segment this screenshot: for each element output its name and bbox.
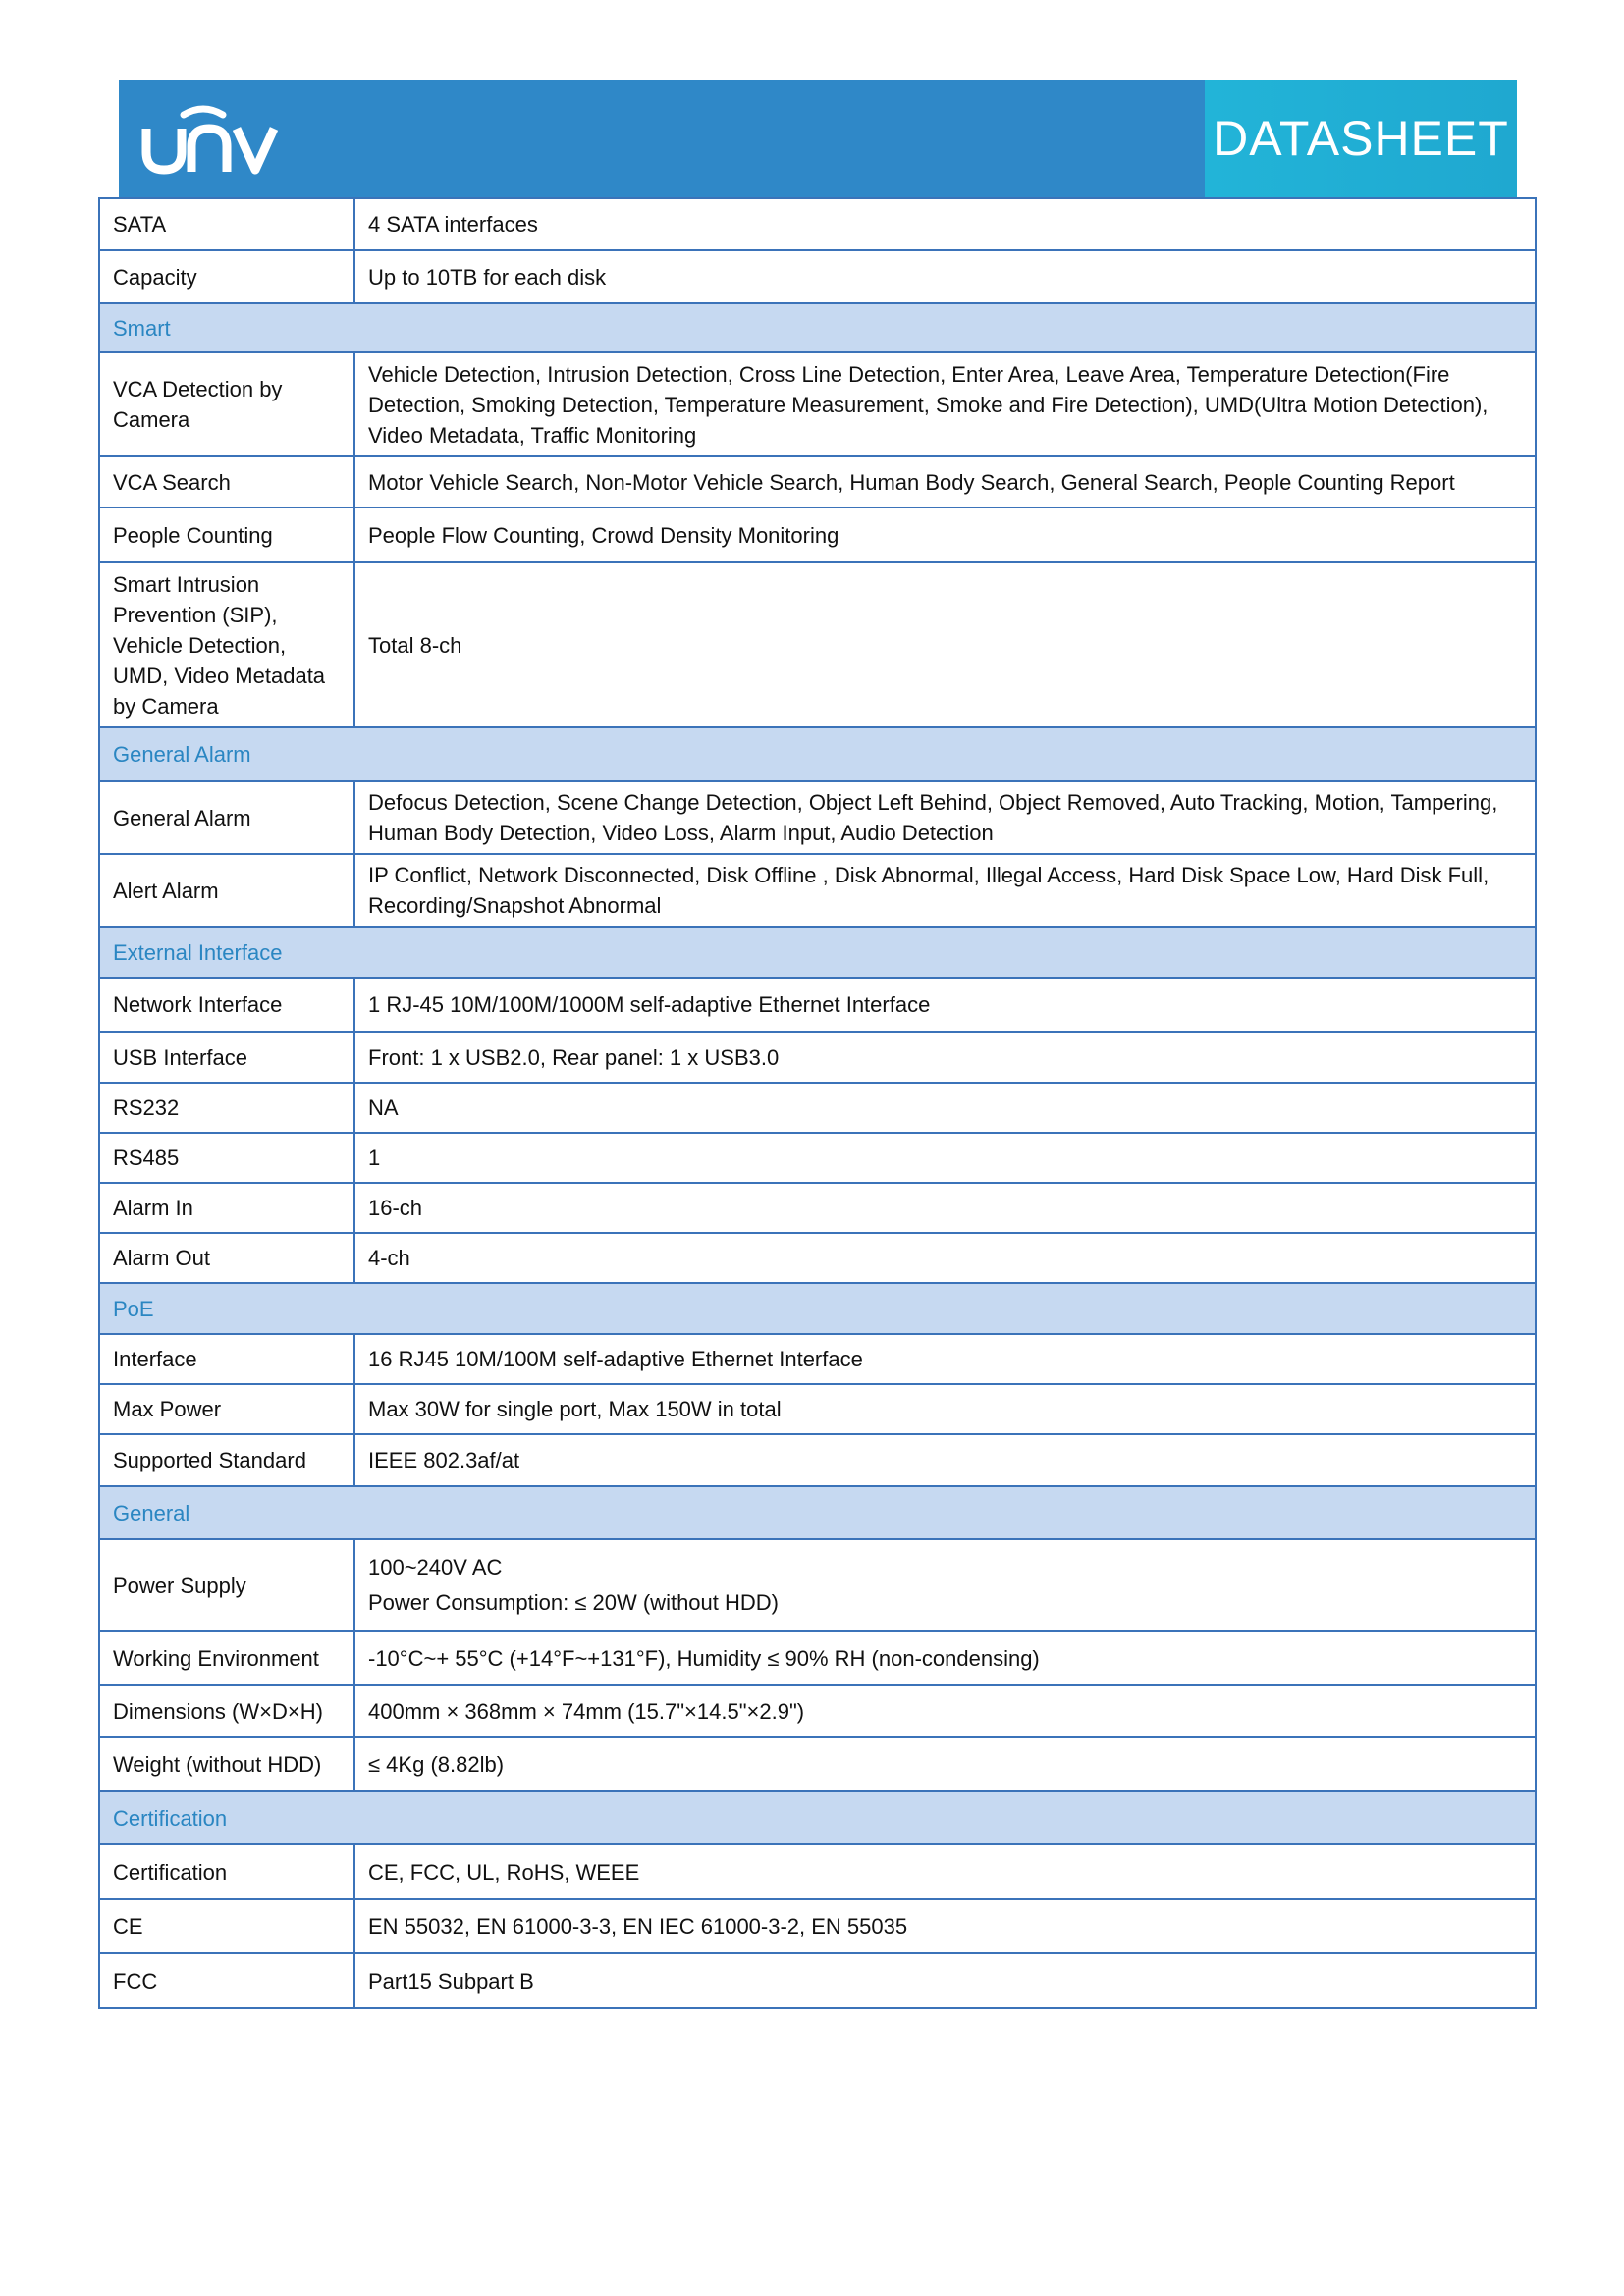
- table-row: [99, 1631, 1536, 1685]
- spec-label: Supported Standard: [99, 1434, 354, 1486]
- spec-label: RS485: [99, 1133, 354, 1183]
- spec-label: Power Supply: [99, 1539, 354, 1631]
- table-row: [99, 1685, 1536, 1737]
- table-row: [99, 1737, 1536, 1791]
- table-row: [99, 1133, 1536, 1183]
- datasheet-label: DATASHEET: [1213, 111, 1509, 166]
- section-header: [99, 727, 1536, 781]
- spec-label: Alert Alarm: [99, 854, 354, 927]
- spec-label: Dimensions (W×D×H): [99, 1685, 354, 1737]
- section-title: General: [99, 1486, 1536, 1539]
- table-row: [99, 1183, 1536, 1233]
- table-row: [99, 1953, 1536, 2008]
- spec-value: 1: [354, 1133, 1536, 1183]
- section-header: [99, 927, 1536, 978]
- spec-label: VCA Detection by Camera: [99, 352, 354, 456]
- table-row: [99, 507, 1536, 562]
- spec-label: General Alarm: [99, 781, 354, 854]
- section-header: [99, 1283, 1536, 1334]
- spec-label: Alarm In: [99, 1183, 354, 1233]
- spec-value: IEEE 802.3af/at: [354, 1434, 1536, 1486]
- spec-value: 4 SATA interfaces: [354, 198, 1536, 250]
- spec-label: VCA Search: [99, 456, 354, 507]
- spec-value: Up to 10TB for each disk: [354, 250, 1536, 303]
- spec-value: Front: 1 x USB2.0, Rear panel: 1 x USB3.0: [354, 1032, 1536, 1083]
- spec-label: FCC: [99, 1953, 354, 2008]
- table-row: [99, 250, 1536, 303]
- section-title: External Interface: [99, 927, 1536, 978]
- spec-value: EN 55032, EN 61000-3-3, EN IEC 61000-3-2, EN 55035: [354, 1899, 1536, 1953]
- spec-table: [98, 197, 1537, 2009]
- spec-label: Certification: [99, 1844, 354, 1899]
- table-row: [99, 1434, 1536, 1486]
- section-header: [99, 303, 1536, 352]
- power-consumption-line: Power Consumption: ≤ 20W (without HDD): [368, 1590, 779, 1615]
- spec-label: Network Interface: [99, 978, 354, 1032]
- datasheet-badge: [1205, 80, 1517, 197]
- spec-label: Weight (without HDD): [99, 1737, 354, 1791]
- table-row: [99, 198, 1536, 250]
- spec-value: [354, 1539, 1536, 1631]
- table-row: [99, 1899, 1536, 1953]
- table-row: [99, 1233, 1536, 1283]
- table-row: [99, 781, 1536, 854]
- table-row: [99, 1844, 1536, 1899]
- spec-value: NA: [354, 1083, 1536, 1133]
- power-supply-line: 100~240V AC: [368, 1555, 503, 1579]
- spec-value: 16 RJ45 10M/100M self-adaptive Ethernet Interface: [354, 1334, 1536, 1384]
- spec-label: Working Environment: [99, 1631, 354, 1685]
- spec-value: Motor Vehicle Search, Non-Motor Vehicle Search, Human Body Search, General Search, People Counting Report: [354, 456, 1536, 507]
- table-row: [99, 562, 1536, 727]
- spec-label: SATA: [99, 198, 354, 250]
- spec-label: Interface: [99, 1334, 354, 1384]
- spec-value: 4-ch: [354, 1233, 1536, 1283]
- section-title: Smart: [99, 303, 1536, 352]
- section-title: Certification: [99, 1791, 1536, 1844]
- spec-label: Capacity: [99, 250, 354, 303]
- spec-label: RS232: [99, 1083, 354, 1133]
- spec-label: USB Interface: [99, 1032, 354, 1083]
- section-title: PoE: [99, 1283, 1536, 1334]
- spec-label: Smart Intrusion Prevention (SIP), Vehicle Detection, UMD, Video Metadata by Camera: [99, 562, 354, 727]
- table-row: [99, 1032, 1536, 1083]
- table-row: [99, 854, 1536, 927]
- spec-value: 16-ch: [354, 1183, 1536, 1233]
- spec-value: People Flow Counting, Crowd Density Monitoring: [354, 507, 1536, 562]
- header-banner: [119, 80, 1517, 197]
- unv-logo: [140, 101, 288, 180]
- table-row: [99, 1334, 1536, 1384]
- spec-value: Defocus Detection, Scene Change Detection, Object Left Behind, Object Removed, Auto Tracking, Motion, Tampering, Human Body Detection, Video Loss, Alarm Input, Audio Detection: [354, 781, 1536, 854]
- spec-value: 400mm × 368mm × 74mm (15.7"×14.5"×2.9"): [354, 1685, 1536, 1737]
- spec-label: People Counting: [99, 507, 354, 562]
- table-row: [99, 456, 1536, 507]
- spec-value: Max 30W for single port, Max 150W in total: [354, 1384, 1536, 1434]
- spec-value: CE, FCC, UL, RoHS, WEEE: [354, 1844, 1536, 1899]
- spec-value: Vehicle Detection, Intrusion Detection, Cross Line Detection, Enter Area, Leave Area, Temperature Detection(Fire Detection, Smoking Detection, Temperature Measurement, Smoke and Fire Detection), UMD(Ultra Motion Detection), Video Metadata, Traffic Monitoring: [354, 352, 1536, 456]
- spec-value: ≤ 4Kg (8.82lb): [354, 1737, 1536, 1791]
- table-row: [99, 1083, 1536, 1133]
- section-header: [99, 1486, 1536, 1539]
- spec-value: -10°C~+ 55°C (+14°F~+131°F), Humidity ≤ 90% RH (non-condensing): [354, 1631, 1536, 1685]
- spec-value: Total 8-ch: [354, 562, 1536, 727]
- table-row: [99, 352, 1536, 456]
- table-row: [99, 1384, 1536, 1434]
- section-title: General Alarm: [99, 727, 1536, 781]
- spec-label: CE: [99, 1899, 354, 1953]
- table-row: [99, 1539, 1536, 1631]
- spec-value: IP Conflict, Network Disconnected, Disk Offline , Disk Abnormal, Illegal Access, Hard Disk Space Low, Hard Disk Full, Recording/Snapshot Abnormal: [354, 854, 1536, 927]
- section-header: [99, 1791, 1536, 1844]
- spec-label: Alarm Out: [99, 1233, 354, 1283]
- spec-value: 1 RJ-45 10M/100M/1000M self-adaptive Ethernet Interface: [354, 978, 1536, 1032]
- spec-value: Part15 Subpart B: [354, 1953, 1536, 2008]
- table-row: [99, 978, 1536, 1032]
- spec-label: Max Power: [99, 1384, 354, 1434]
